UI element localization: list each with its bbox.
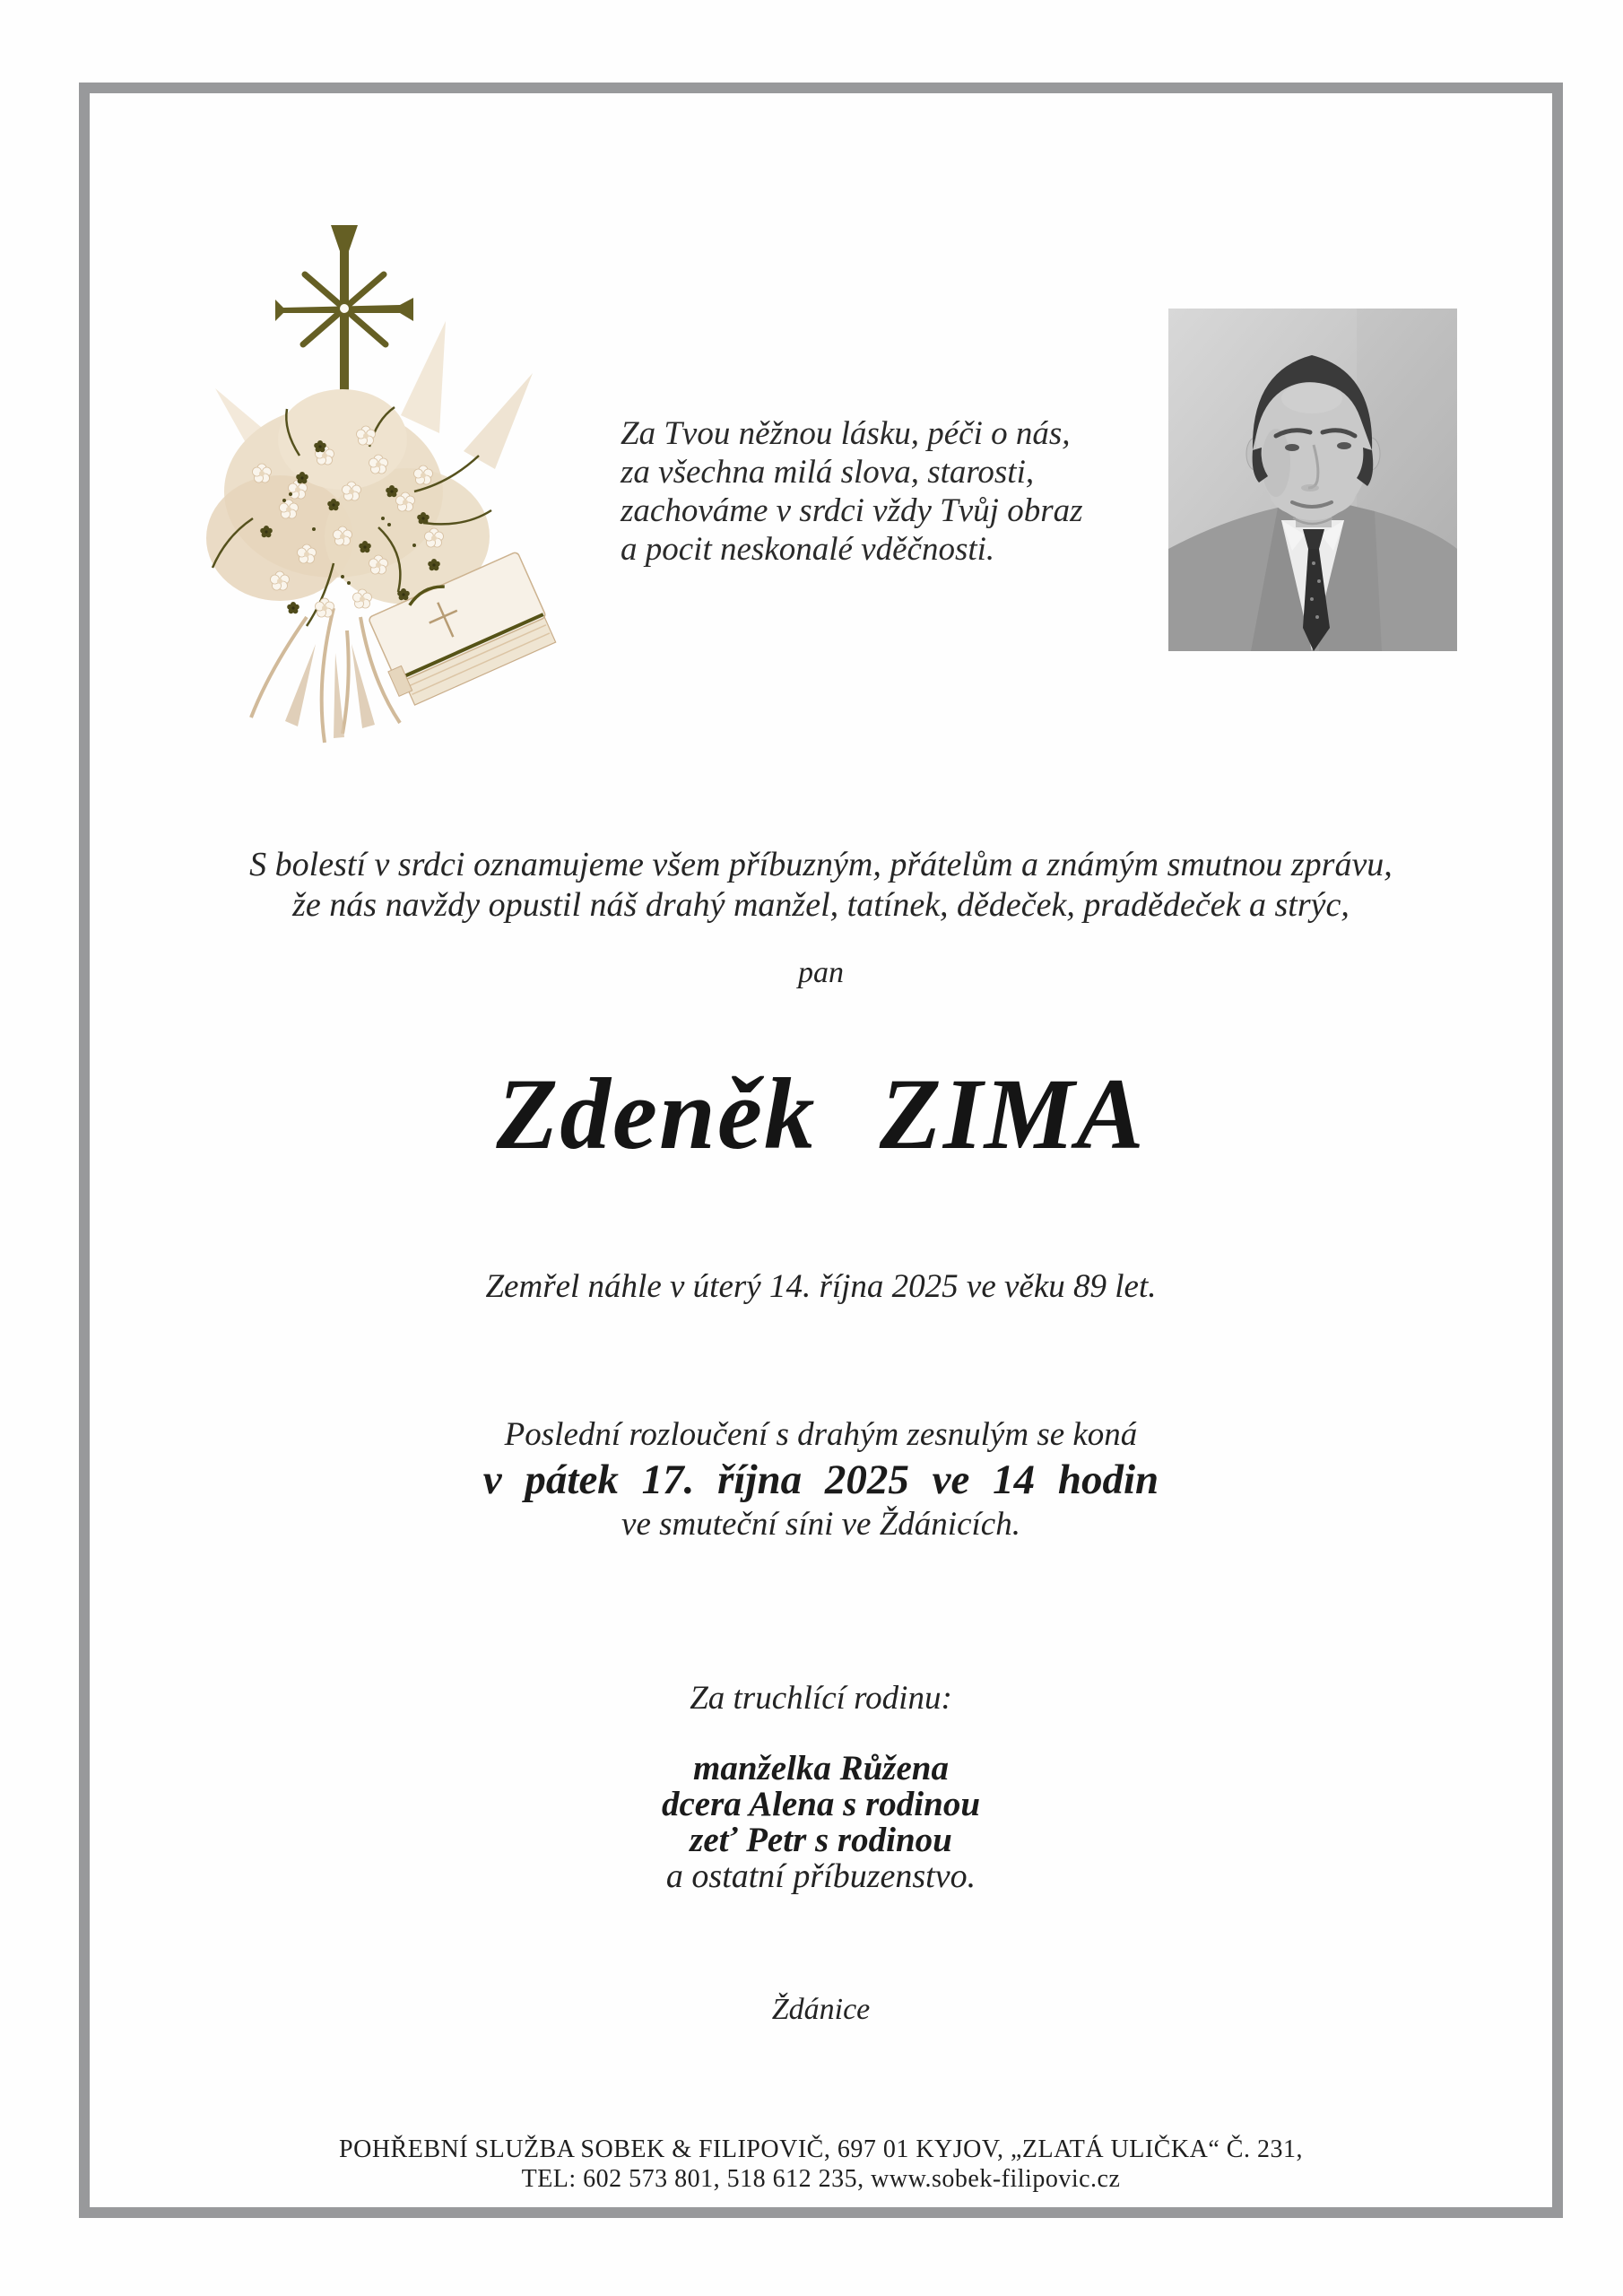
- funeral-service-footer: [79, 2135, 1563, 2194]
- cross-bouquet-bible-artwork: [199, 222, 612, 778]
- family-member: dcera Alena s rodinou: [661, 1785, 981, 1823]
- announcement-line: že nás navždy opustil náš drahý manžel, tatínek, dědeček, pradědeček a strýc,: [292, 886, 1350, 924]
- bouquet: [206, 321, 533, 743]
- announcement-text: [79, 845, 1563, 926]
- verse-line: Za Tvou něžnou lásku, péči o nás,: [621, 415, 1071, 452]
- family-list: [79, 1751, 1563, 1894]
- deceased-name: Zdeněk ZIMA: [496, 1058, 1146, 1170]
- farewell-date-time: v pátek 17. října 2025 ve 14 hodin: [482, 1457, 1159, 1503]
- place-name: Ždánice: [771, 1993, 871, 2026]
- verse-line: za všechna milá slova, starosti,: [621, 454, 1035, 491]
- footer-contact-line: TEL: 602 573 801, 518 612 235, www.sobek-filipovic.cz: [521, 2165, 1121, 2193]
- farewell-line: Poslední rozloučení s drahým zesnulým se koná: [504, 1416, 1138, 1453]
- deceased-portrait-photo: [1168, 309, 1457, 651]
- announcement-line: S bolestí v srdci oznamujeme všem příbuzným, přátelům a známým smutnou zprávu,: [249, 846, 1393, 883]
- verse-line: a pocit neskonalé vděčnosti.: [621, 531, 995, 568]
- farewell-location: ve smuteční síni ve Ždánicích.: [621, 1506, 1020, 1543]
- salutation: pan: [798, 956, 844, 989]
- family-member: manželka Růžena: [693, 1749, 949, 1787]
- family-closing: a ostatní příbuzenstvo.: [665, 1857, 976, 1895]
- verse-line: zachováme v srdci vždy Tvůj obraz: [621, 492, 1083, 529]
- footer-address-line: POHŘEBNÍ SLUŽBA SOBEK & FILIPOVIČ, 697 01 KYJOV, „ZLATÁ ULIČKA“ Č. 231,: [339, 2135, 1303, 2163]
- farewell-info: [79, 1415, 1563, 1544]
- death-notice: Zemřel náhle v úterý 14. října 2025 ve věku 89 let.: [485, 1268, 1157, 1305]
- family-intro: Za truchlící rodinu:: [690, 1680, 952, 1717]
- memorial-verse: [621, 414, 1176, 569]
- family-member: zeť Petr s rodinou: [690, 1821, 952, 1859]
